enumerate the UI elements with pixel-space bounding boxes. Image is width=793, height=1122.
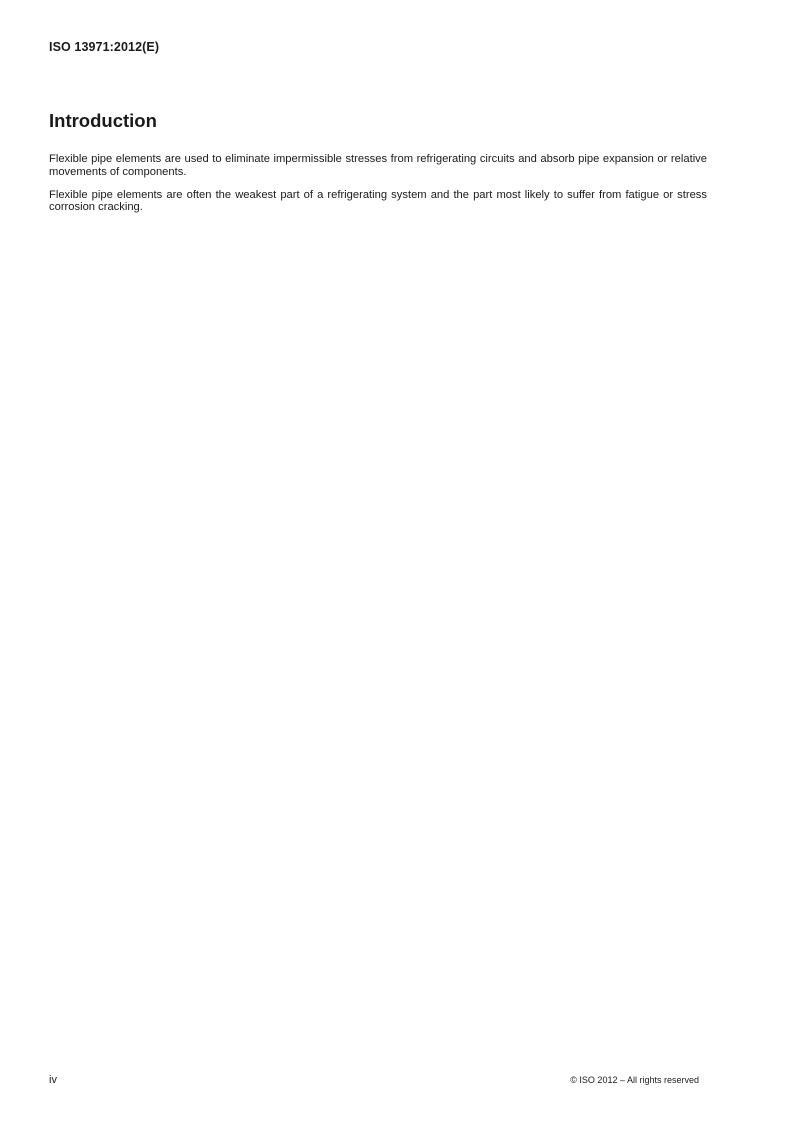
copyright-notice: © ISO 2012 – All rights reserved [570,1075,699,1085]
section-body [49,153,707,224]
section-title: Introduction [49,110,157,131]
paragraph: Flexible pipe elements are used to eliminate impermissible stresses from refrigerating circuits and absorb pipe expansion or relative movements of components. [49,153,707,178]
paragraph: Flexible pipe elements are often the weakest part of a refrigerating system and the part most likely to suffer from fatigue or stress corrosion cracking. [49,188,707,214]
page-number: iv [49,1074,57,1086]
document-identifier: ISO 13971:2012(E) [49,40,160,54]
